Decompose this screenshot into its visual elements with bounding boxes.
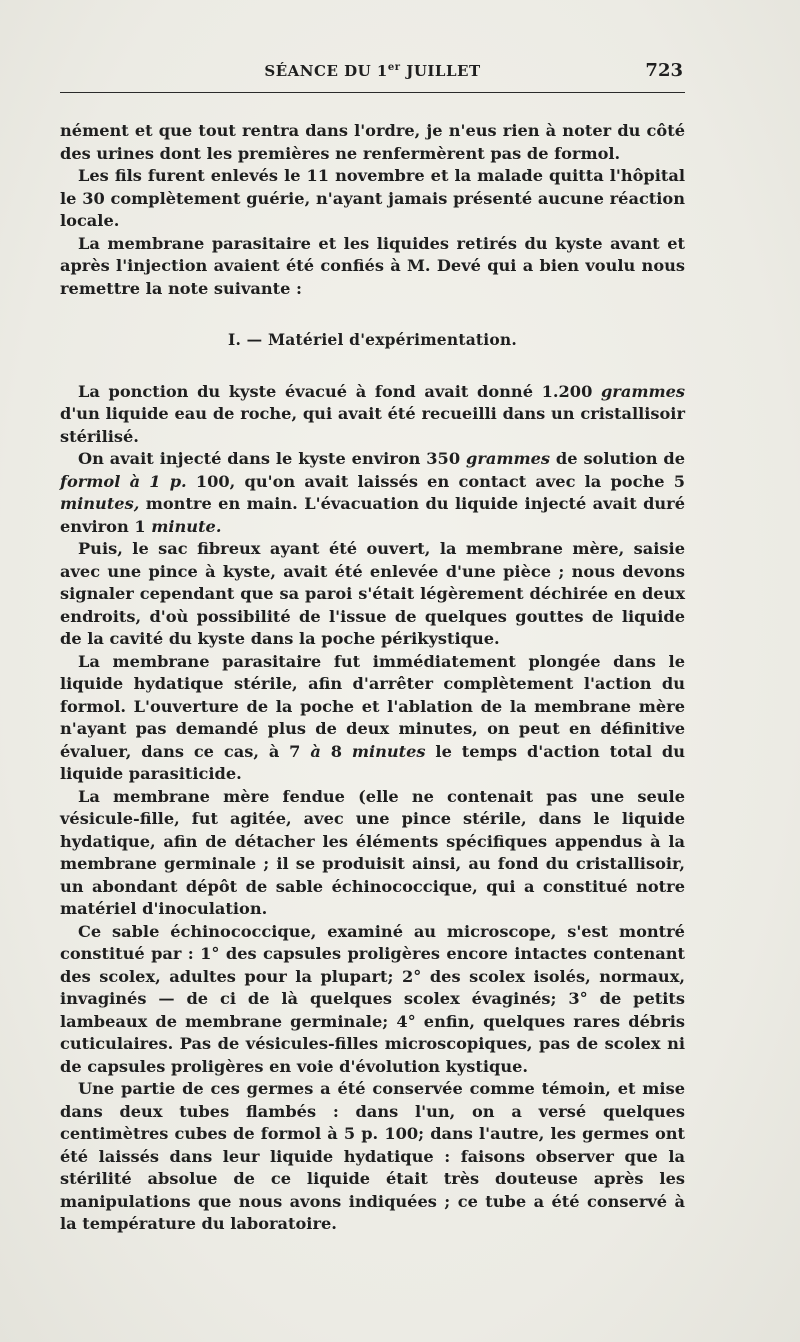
p7-text-c: le temps d'action total du liquide parasiticide. [60, 741, 685, 783]
header-title-post: JUILLET [400, 62, 481, 80]
p5-text-a: On avait injecté dans le kyste environ 350 [78, 449, 466, 468]
p5-emphasis-1: grammes [466, 449, 551, 468]
header-title [60, 62, 685, 80]
p7-text-b: 8 [320, 741, 352, 761]
p4-emphasis: grammes [600, 381, 685, 401]
p5-emphasis-4: minute. [151, 516, 222, 536]
paragraph-2: Les fils furent enlevés le 11 novembre et la malade quitta l'hôpital le 30 complètement guérie, n'ayant jamais présenté aucune réaction locale. [60, 166, 685, 230]
paragraph-6: Puis, le sac fibreux ayant été ouvert, la membrane mère, saisie avec une pince à kyste, avait été enlevée d'une pièce ; nous devons signaler cependant que sa paroi s'était légèrement déchirée en deux endroits, d'où possibilité de l'issue de quelques gouttes de liquide de la cavité du kyste dans la poche périkystique. [60, 539, 685, 648]
p7-text-a: La membrane parasitaire fut immédiatement plongée dans le liquide hydatique stérile, afin d'arrêter complètement l'action du formol. L'ouverture de la poche et l'ablation de la membrane mère n'ayant pas demandé plus de deux minutes, on peut en définitive évaluer, dans ce cas, à 7 [60, 651, 685, 761]
p5-emphasis-3: minutes, [60, 494, 140, 513]
page-number: 723 [645, 60, 683, 81]
paragraph-8: La membrane mère fendue (elle ne contenait pas une seule vésicule-fille, fut agitée, avec une pince stérile, dans le liquide hydatique, afin de détacher les éléments spécifiques appendus à la membrane germinale ; il se produisit ainsi, au fond du cristallisoir, un abondant dépôt de sable échinococcique, qui a constitué notre matériel d'inoculation. [60, 786, 685, 918]
running-header [60, 58, 685, 93]
paragraph-5 [60, 448, 685, 538]
p4-text-b: d'un liquide eau de roche, qui avait été recueilli dans un cristallisoir stérilisé. [60, 404, 685, 446]
body-text [60, 120, 685, 1236]
p5-text-d: montre en main. L'évacuation du liquide injecté avait duré environ 1 [60, 494, 685, 536]
paragraph-7 [60, 651, 685, 786]
header-title-sup: er [387, 62, 401, 73]
p4-text-a: La ponction du kyste évacué à fond avait donné 1.200 [78, 381, 601, 401]
paragraph-10: Une partie de ces germes a été conservée comme témoin, et mise dans deux tubes flambés : dans l'un, on a versé quelques centimètres cubes de formol à 5 p. 100; dans l'autre, les germes ont été laissés dans leur liquide hydatique : faisons observer que la stérilité absolue de ce liquide était très douteuse après les manipulations que nous avons indiquées ; ce tube a été conservé à la température du laboratoire. [60, 1079, 685, 1233]
header-title-pre: SÉANCE DU 1 [264, 62, 388, 80]
paragraph-1: nément et que tout rentra dans l'ordre, je n'eus rien à noter du côté des urines dont les premières ne renfermèrent pas de formol. [60, 121, 685, 163]
paragraph-3: La membrane parasitaire et les liquides retirés du kyste avant et après l'injection avaient été confiés à M. Devé qui a bien voulu nous remettre la note suivante : [60, 233, 685, 298]
section-heading: I. — Matériel d'expérimentation. [228, 330, 517, 349]
paragraph-9: Ce sable échinococcique, examiné au microscope, s'est montré constitué par : 1° des capsules proligères encore intactes contenant des scolex, adultes pour la plupart; 2° des scolex isolés, normaux, invaginés — de ci de là quelques scolex évaginés; 3° de petits lambeaux de membrane germinale; 4° enfin, quelques rares débris cuticulaires. Pas de vésicules-filles microscopiques, pas de scolex ni de capsules proligères en voie d'évolution kystique. [60, 921, 685, 1076]
p5-text-b: de solution de [550, 449, 685, 468]
p7-emphasis-1: à [310, 741, 321, 761]
p5-text-c: 100, qu'on avait laissés en contact avec la poche 5 [186, 471, 685, 491]
p7-emphasis-2: minutes [351, 741, 426, 761]
p5-emphasis-2: formol à 1 p. [60, 471, 187, 491]
paragraph-4 [60, 381, 685, 449]
